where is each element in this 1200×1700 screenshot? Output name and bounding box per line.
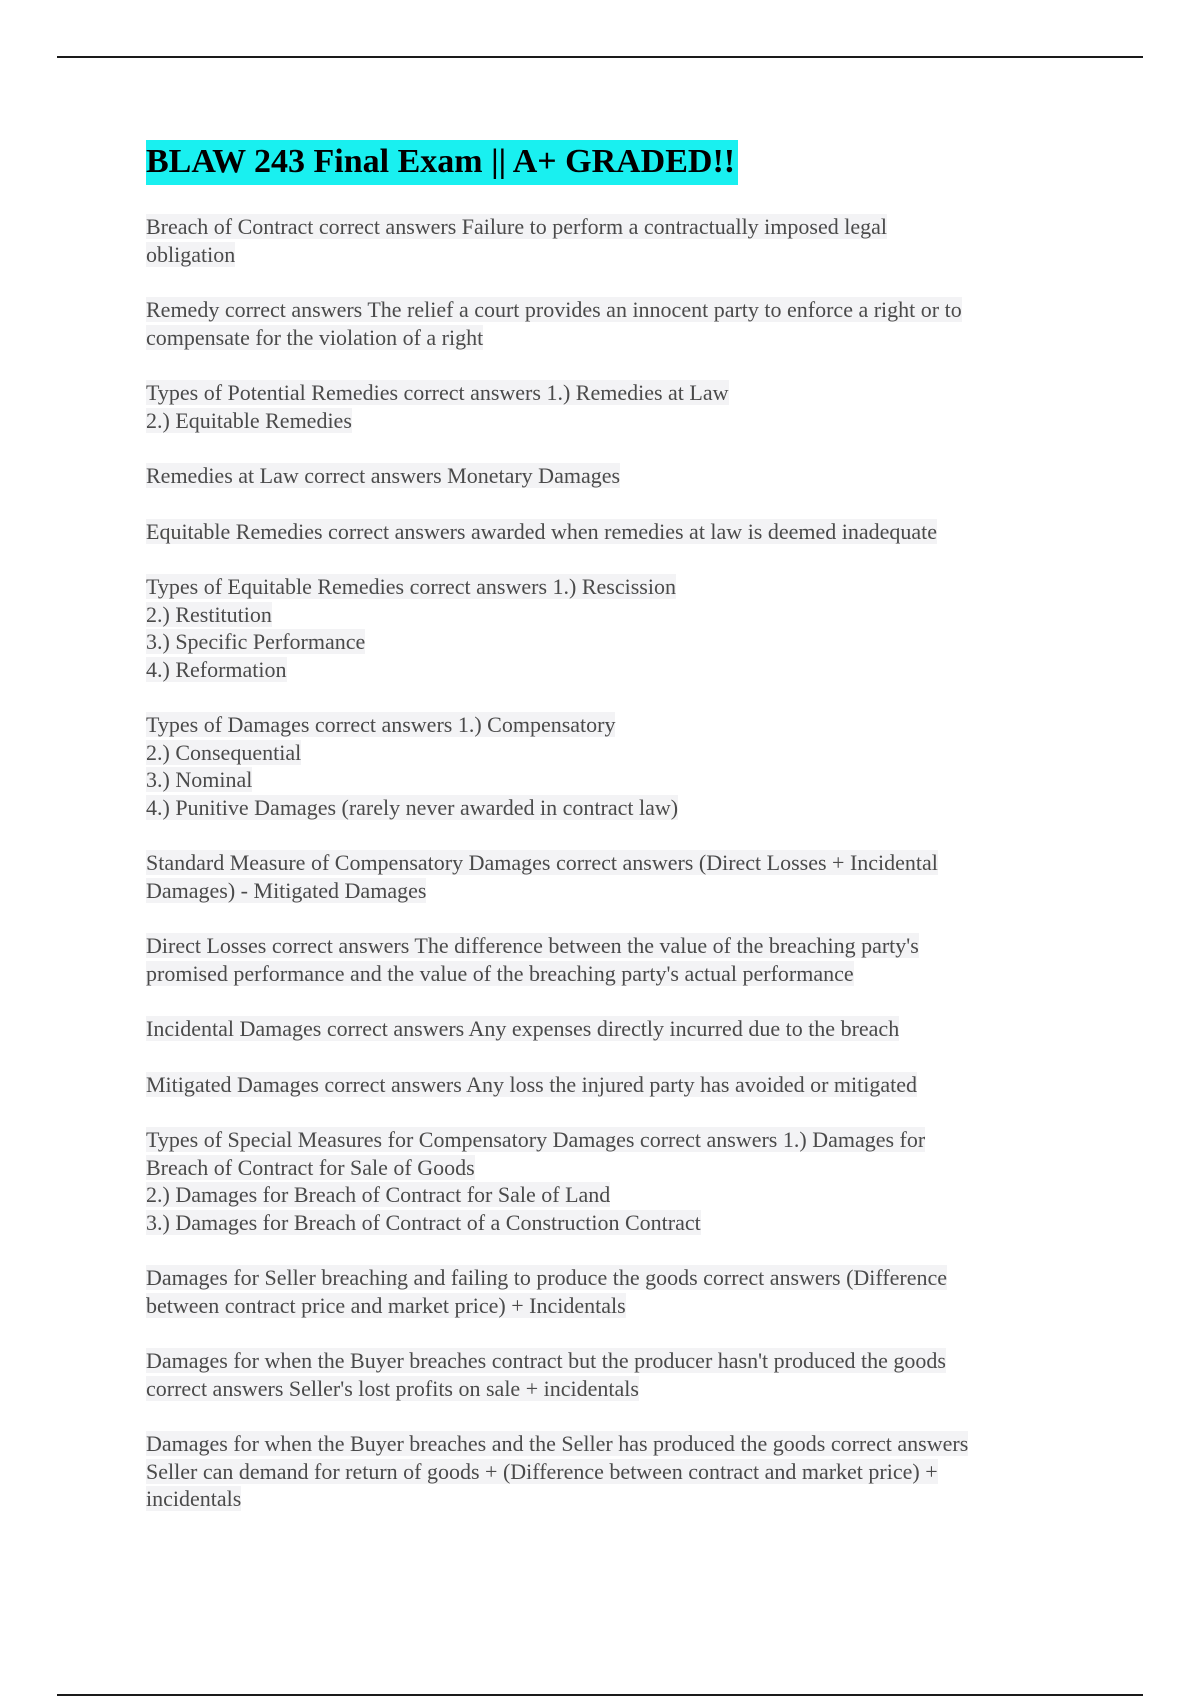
- qa-line: [146, 711, 1061, 739]
- qa-item: [146, 849, 1061, 904]
- qa-line: [146, 1126, 1061, 1154]
- qa-line: [146, 1071, 1061, 1099]
- qa-line: [146, 1347, 1061, 1375]
- qa-line: [146, 877, 1061, 905]
- qa-line-text: incidentals: [146, 1486, 242, 1511]
- qa-line: [146, 1264, 1061, 1292]
- qa-line-text: Remedy correct answers The relief a court provides an innocent party to enforce a right or to: [146, 297, 962, 322]
- qa-line: [146, 960, 1061, 988]
- qa-line-text: Types of Special Measures for Compensatory Damages correct answers 1.) Damages for: [146, 1127, 926, 1152]
- qa-line-text: 2.) Equitable Remedies: [146, 407, 352, 433]
- qa-line-text: between contract price and market price) + Incidentals: [146, 1292, 626, 1318]
- qa-item: [146, 1126, 1061, 1236]
- qa-line: [146, 1485, 1061, 1513]
- qa-item: [146, 462, 1061, 490]
- qa-line-text: 4.) Punitive Damages (rarely never awarded in contract law): [146, 794, 679, 820]
- qa-line-text: promised performance and the value of the breaching party's actual performance: [146, 960, 854, 986]
- qa-line: [146, 213, 1061, 241]
- qa-line-text: obligation: [146, 241, 236, 267]
- qa-line: [146, 766, 1061, 794]
- qa-line: [146, 1375, 1061, 1403]
- qa-line-text: Breach of Contract for Sale of Goods: [146, 1154, 475, 1180]
- qa-line-text: Equitable Remedies correct answers awarded when remedies at law is deemed inadequate: [146, 518, 938, 544]
- document-title: BLAW 243 Final Exam || A+ GRADED!!: [146, 140, 738, 185]
- qa-line: [146, 241, 1061, 269]
- qa-list: [146, 213, 1061, 1513]
- qa-line-text: Damages for Seller breaching and failing to produce the goods correct answers (Difference: [146, 1265, 948, 1290]
- qa-line-text: Damages for when the Buyer breaches contract but the producer hasn't produced the goods: [146, 1348, 946, 1373]
- qa-line: [146, 379, 1061, 407]
- qa-line: [146, 1430, 1061, 1458]
- qa-line: [146, 1458, 1061, 1486]
- qa-line: [146, 573, 1061, 601]
- qa-line-text: 4.) Reformation: [146, 656, 287, 682]
- qa-line: [146, 296, 1061, 324]
- qa-line-text: Damages for when the Buyer breaches and the Seller has produced the goods correct answers: [146, 1431, 969, 1456]
- qa-line-text: correct answers Seller's lost profits on sale + incidentals: [146, 1375, 639, 1401]
- qa-line: [146, 739, 1061, 767]
- qa-line: [146, 628, 1061, 656]
- qa-line: [146, 932, 1061, 960]
- qa-line-text: Types of Potential Remedies correct answers 1.) Remedies at Law: [146, 380, 729, 405]
- qa-item: [146, 379, 1061, 434]
- qa-line-text: 2.) Damages for Breach of Contract for Sale of Land: [146, 1182, 611, 1207]
- qa-line: [146, 1154, 1061, 1182]
- qa-item: [146, 296, 1061, 351]
- qa-line: [146, 794, 1061, 822]
- document-body: [146, 140, 1061, 1541]
- qa-item: [146, 1071, 1061, 1099]
- qa-line: [146, 601, 1061, 629]
- qa-line: [146, 1209, 1061, 1237]
- qa-line-text: compensate for the violation of a right: [146, 324, 484, 350]
- qa-line-text: Remedies at Law correct answers Monetary Damages: [146, 463, 621, 488]
- qa-line-text: 3.) Damages for Breach of Contract of a Construction Contract: [146, 1209, 701, 1235]
- qa-line-text: 2.) Consequential: [146, 739, 302, 765]
- qa-item: [146, 1347, 1061, 1402]
- qa-line: [146, 656, 1061, 684]
- qa-item: [146, 711, 1061, 821]
- qa-line-text: Incidental Damages correct answers Any expenses directly incurred due to the breach: [146, 1016, 900, 1041]
- qa-line-text: Types of Equitable Remedies correct answers 1.) Rescission: [146, 574, 676, 599]
- page-bottom-rule: [57, 1694, 1143, 1696]
- qa-item: [146, 932, 1061, 987]
- qa-item: [146, 1264, 1061, 1319]
- qa-line-text: Seller can demand for return of goods + (Difference between contract and market price) +: [146, 1458, 938, 1484]
- qa-line: [146, 324, 1061, 352]
- qa-line-text: Mitigated Damages correct answers Any loss the injured party has avoided or mitigated: [146, 1071, 918, 1097]
- qa-line: [146, 1292, 1061, 1320]
- qa-line-text: Breach of Contract correct answers Failure to perform a contractually imposed legal: [146, 214, 887, 239]
- qa-line-text: 3.) Specific Performance: [146, 629, 366, 654]
- qa-line-text: Direct Losses correct answers The difference between the value of the breaching party's: [146, 933, 919, 958]
- qa-line: [146, 849, 1061, 877]
- qa-line-text: Damages) - Mitigated Damages: [146, 877, 427, 903]
- qa-line-text: 3.) Nominal: [146, 767, 253, 792]
- qa-item: [146, 1015, 1061, 1043]
- qa-line-text: Standard Measure of Compensatory Damages correct answers (Direct Losses + Incidental: [146, 850, 938, 875]
- qa-line: [146, 1015, 1061, 1043]
- qa-item: [146, 1430, 1061, 1513]
- qa-item: [146, 518, 1061, 546]
- qa-line: [146, 1181, 1061, 1209]
- qa-item: [146, 213, 1061, 268]
- page-top-rule: [57, 56, 1143, 58]
- qa-line-text: Types of Damages correct answers 1.) Compensatory: [146, 712, 616, 737]
- qa-line: [146, 462, 1061, 490]
- qa-line: [146, 407, 1061, 435]
- qa-item: [146, 573, 1061, 683]
- qa-line: [146, 518, 1061, 546]
- qa-line-text: 2.) Restitution: [146, 601, 272, 627]
